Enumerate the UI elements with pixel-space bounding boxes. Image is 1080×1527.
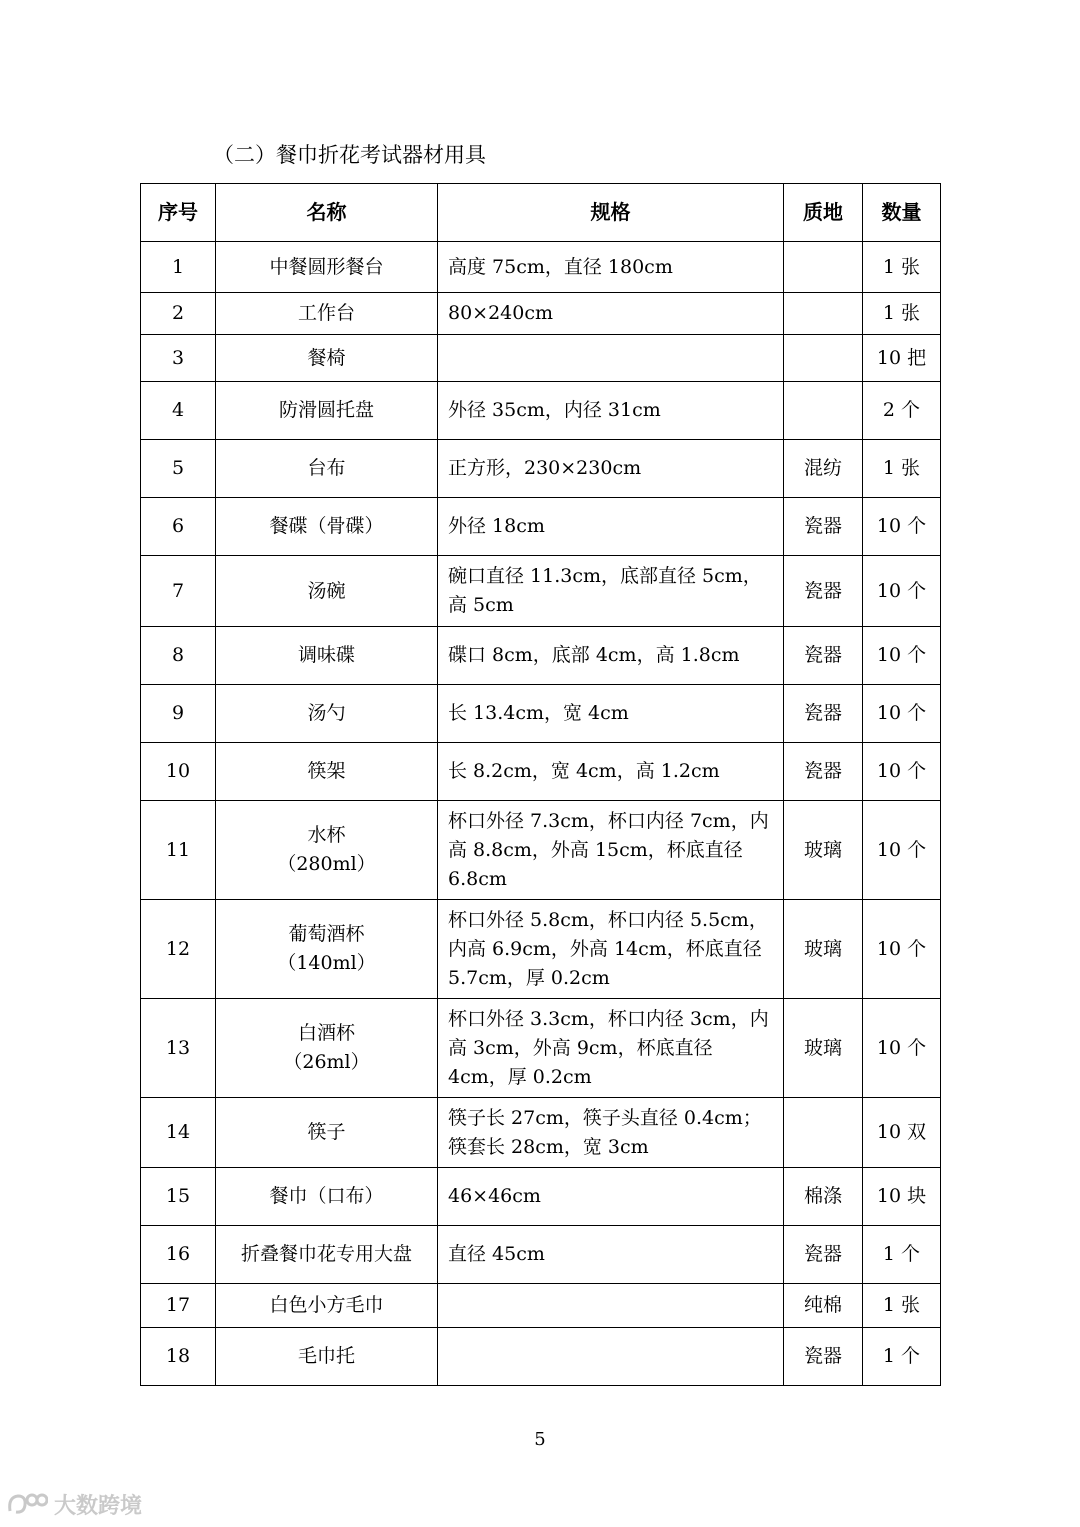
table-row <box>141 335 941 382</box>
quantity-cell: 10 个 <box>863 498 941 556</box>
spec-cell <box>438 1328 784 1386</box>
row-number-cell: 17 <box>141 1284 216 1328</box>
table-row <box>141 293 941 335</box>
material-cell <box>784 1098 863 1168</box>
row-number-cell: 4 <box>141 382 216 440</box>
material-cell <box>784 382 863 440</box>
item-name-line: 工作台 <box>297 302 355 324</box>
spec-cell: 外径 35cm，内径 31cm <box>438 382 784 440</box>
item-name-cell <box>216 627 438 685</box>
spec-cell: 高度 75cm，直径 180cm <box>438 242 784 293</box>
material-cell <box>784 335 863 382</box>
table-header-row <box>141 184 941 242</box>
header-cell: 规格 <box>438 184 784 242</box>
item-name-line: （26ml） <box>283 1051 370 1073</box>
header-cell: 序号 <box>141 184 216 242</box>
spec-cell: 碟口 8cm，底部 4cm，高 1.8cm <box>438 627 784 685</box>
quantity-cell: 10 个 <box>863 627 941 685</box>
item-name-cell <box>216 242 438 293</box>
page-number: 5 <box>534 1429 546 1450</box>
quantity-cell: 1 张 <box>863 293 941 335</box>
material-cell: 瓷器 <box>784 1328 863 1386</box>
row-number-cell: 5 <box>141 440 216 498</box>
row-number-cell: 9 <box>141 685 216 743</box>
spec-cell: 直径 45cm <box>438 1226 784 1284</box>
row-number-cell: 15 <box>141 1168 216 1226</box>
table-row <box>141 498 941 556</box>
item-name-cell <box>216 685 438 743</box>
item-name-cell <box>216 1284 438 1328</box>
row-number-cell: 1 <box>141 242 216 293</box>
header-cell: 名称 <box>216 184 438 242</box>
spec-cell: 长 13.4cm，宽 4cm <box>438 685 784 743</box>
material-cell: 瓷器 <box>784 685 863 743</box>
table-row <box>141 382 941 440</box>
item-name-line: 毛巾托 <box>297 1345 355 1367</box>
spec-cell: 正方形，230×230cm <box>438 440 784 498</box>
row-number-cell: 18 <box>141 1328 216 1386</box>
item-name-cell <box>216 743 438 801</box>
table-row <box>141 1328 941 1386</box>
item-name-line: 台布 <box>307 457 346 479</box>
item-name-line: 汤勺 <box>307 702 346 724</box>
spec-cell: 80×240cm <box>438 293 784 335</box>
quantity-cell: 10 个 <box>863 900 941 999</box>
item-name-cell <box>216 999 438 1098</box>
item-name-line: 白酒杯 <box>297 1022 355 1044</box>
item-name-cell <box>216 382 438 440</box>
quantity-cell: 10 个 <box>863 556 941 627</box>
quantity-cell: 1 个 <box>863 1328 941 1386</box>
item-name-cell <box>216 1168 438 1226</box>
table-row <box>141 1168 941 1226</box>
item-name-line: 筷子 <box>307 1121 346 1143</box>
table-row <box>141 801 941 900</box>
item-name-line: 水杯 <box>307 824 346 846</box>
item-name-line: 筷架 <box>307 760 346 782</box>
row-number-cell: 16 <box>141 1226 216 1284</box>
header-cell: 数量 <box>863 184 941 242</box>
material-cell: 玻璃 <box>784 801 863 900</box>
row-number-cell: 2 <box>141 293 216 335</box>
quantity-cell: 1 张 <box>863 242 941 293</box>
spec-cell <box>438 1284 784 1328</box>
material-cell: 瓷器 <box>784 1226 863 1284</box>
material-cell <box>784 293 863 335</box>
material-cell: 瓷器 <box>784 627 863 685</box>
quantity-cell: 1 张 <box>863 440 941 498</box>
row-number-cell: 3 <box>141 335 216 382</box>
material-cell: 瓷器 <box>784 556 863 627</box>
quantity-cell: 1 张 <box>863 1284 941 1328</box>
row-number-cell: 10 <box>141 743 216 801</box>
item-name-cell <box>216 556 438 627</box>
item-name-line: （140ml） <box>277 952 376 974</box>
table-row <box>141 900 941 999</box>
spec-cell: 杯口外径 5.8cm，杯口内径 5.5cm，内高 6.9cm，外高 14cm，杯底直径 5.7cm，厚 0.2cm <box>438 900 784 999</box>
header-cell: 质地 <box>784 184 863 242</box>
item-name-line: 餐碟（骨碟） <box>269 515 384 537</box>
table-row <box>141 999 941 1098</box>
spec-cell: 杯口外径 3.3cm，杯口内径 3cm，内高 3cm，外高 9cm，杯底直径 4cm，厚 0.2cm <box>438 999 784 1098</box>
spec-cell <box>438 335 784 382</box>
table-row <box>141 1098 941 1168</box>
item-name-line: 防滑圆托盘 <box>278 399 374 421</box>
spec-cell: 杯口外径 7.3cm，杯口内径 7cm，内高 8.8cm，外高 15cm，杯底直径 6.8cm <box>438 801 784 900</box>
item-name-cell <box>216 1226 438 1284</box>
item-name-cell <box>216 440 438 498</box>
item-name-line: 白色小方毛巾 <box>269 1294 384 1316</box>
item-name-line: 中餐圆形餐台 <box>269 255 384 278</box>
brand-logo-icon <box>6 1491 48 1517</box>
material-cell: 混纺 <box>784 440 863 498</box>
item-name-cell <box>216 498 438 556</box>
item-name-line: 汤碗 <box>307 579 346 602</box>
item-name-cell <box>216 335 438 382</box>
table-row <box>141 743 941 801</box>
material-cell: 玻璃 <box>784 999 863 1098</box>
quantity-cell: 10 个 <box>863 999 941 1098</box>
material-cell: 玻璃 <box>784 900 863 999</box>
table-row <box>141 242 941 293</box>
item-name-line: 餐椅 <box>307 346 346 369</box>
item-name-line: 调味碟 <box>297 644 355 666</box>
row-number-cell: 12 <box>141 900 216 999</box>
material-cell: 棉涤 <box>784 1168 863 1226</box>
table-row <box>141 685 941 743</box>
row-number-cell: 11 <box>141 801 216 900</box>
table-row <box>141 627 941 685</box>
item-name-line: 折叠餐巾花专用大盘 <box>240 1243 412 1265</box>
quantity-cell: 10 个 <box>863 685 941 743</box>
item-name-line: （280ml） <box>277 853 376 875</box>
quantity-cell: 10 个 <box>863 801 941 900</box>
material-cell <box>784 242 863 293</box>
table-row <box>141 1284 941 1328</box>
row-number-cell: 8 <box>141 627 216 685</box>
watermark-text: 大数跨境 <box>54 1493 143 1519</box>
spec-cell: 长 8.2cm，宽 4cm，高 1.2cm <box>438 743 784 801</box>
quantity-cell: 10 块 <box>863 1168 941 1226</box>
spec-cell: 46×46cm <box>438 1168 784 1226</box>
row-number-cell: 7 <box>141 556 216 627</box>
quantity-cell: 10 把 <box>863 335 941 382</box>
quantity-cell: 2 个 <box>863 382 941 440</box>
table-row <box>141 440 941 498</box>
section-title: （二）餐巾折花考试器材用具 <box>213 143 486 167</box>
table-row <box>141 1226 941 1284</box>
spec-cell: 筷子长 27cm，筷子头直径 0.4cm；筷套长 28cm，宽 3cm <box>438 1098 784 1168</box>
item-name-line: 葡萄酒杯 <box>288 923 365 945</box>
item-name-cell <box>216 900 438 999</box>
watermark <box>6 1489 142 1519</box>
material-cell: 纯棉 <box>784 1284 863 1328</box>
spec-cell: 外径 18cm <box>438 498 784 556</box>
row-number-cell: 14 <box>141 1098 216 1168</box>
spec-cell: 碗口直径 11.3cm，底部直径 5cm，高 5cm <box>438 556 784 627</box>
quantity-cell: 10 个 <box>863 743 941 801</box>
item-name-cell <box>216 1328 438 1386</box>
equipment-table <box>140 183 941 1386</box>
item-name-cell <box>216 801 438 900</box>
quantity-cell: 10 双 <box>863 1098 941 1168</box>
item-name-cell <box>216 1098 438 1168</box>
row-number-cell: 13 <box>141 999 216 1098</box>
item-name-line: 餐巾（口布） <box>269 1185 384 1207</box>
row-number-cell: 6 <box>141 498 216 556</box>
table-row <box>141 556 941 627</box>
quantity-cell: 1 个 <box>863 1226 941 1284</box>
item-name-cell <box>216 293 438 335</box>
material-cell: 瓷器 <box>784 743 863 801</box>
material-cell: 瓷器 <box>784 498 863 556</box>
